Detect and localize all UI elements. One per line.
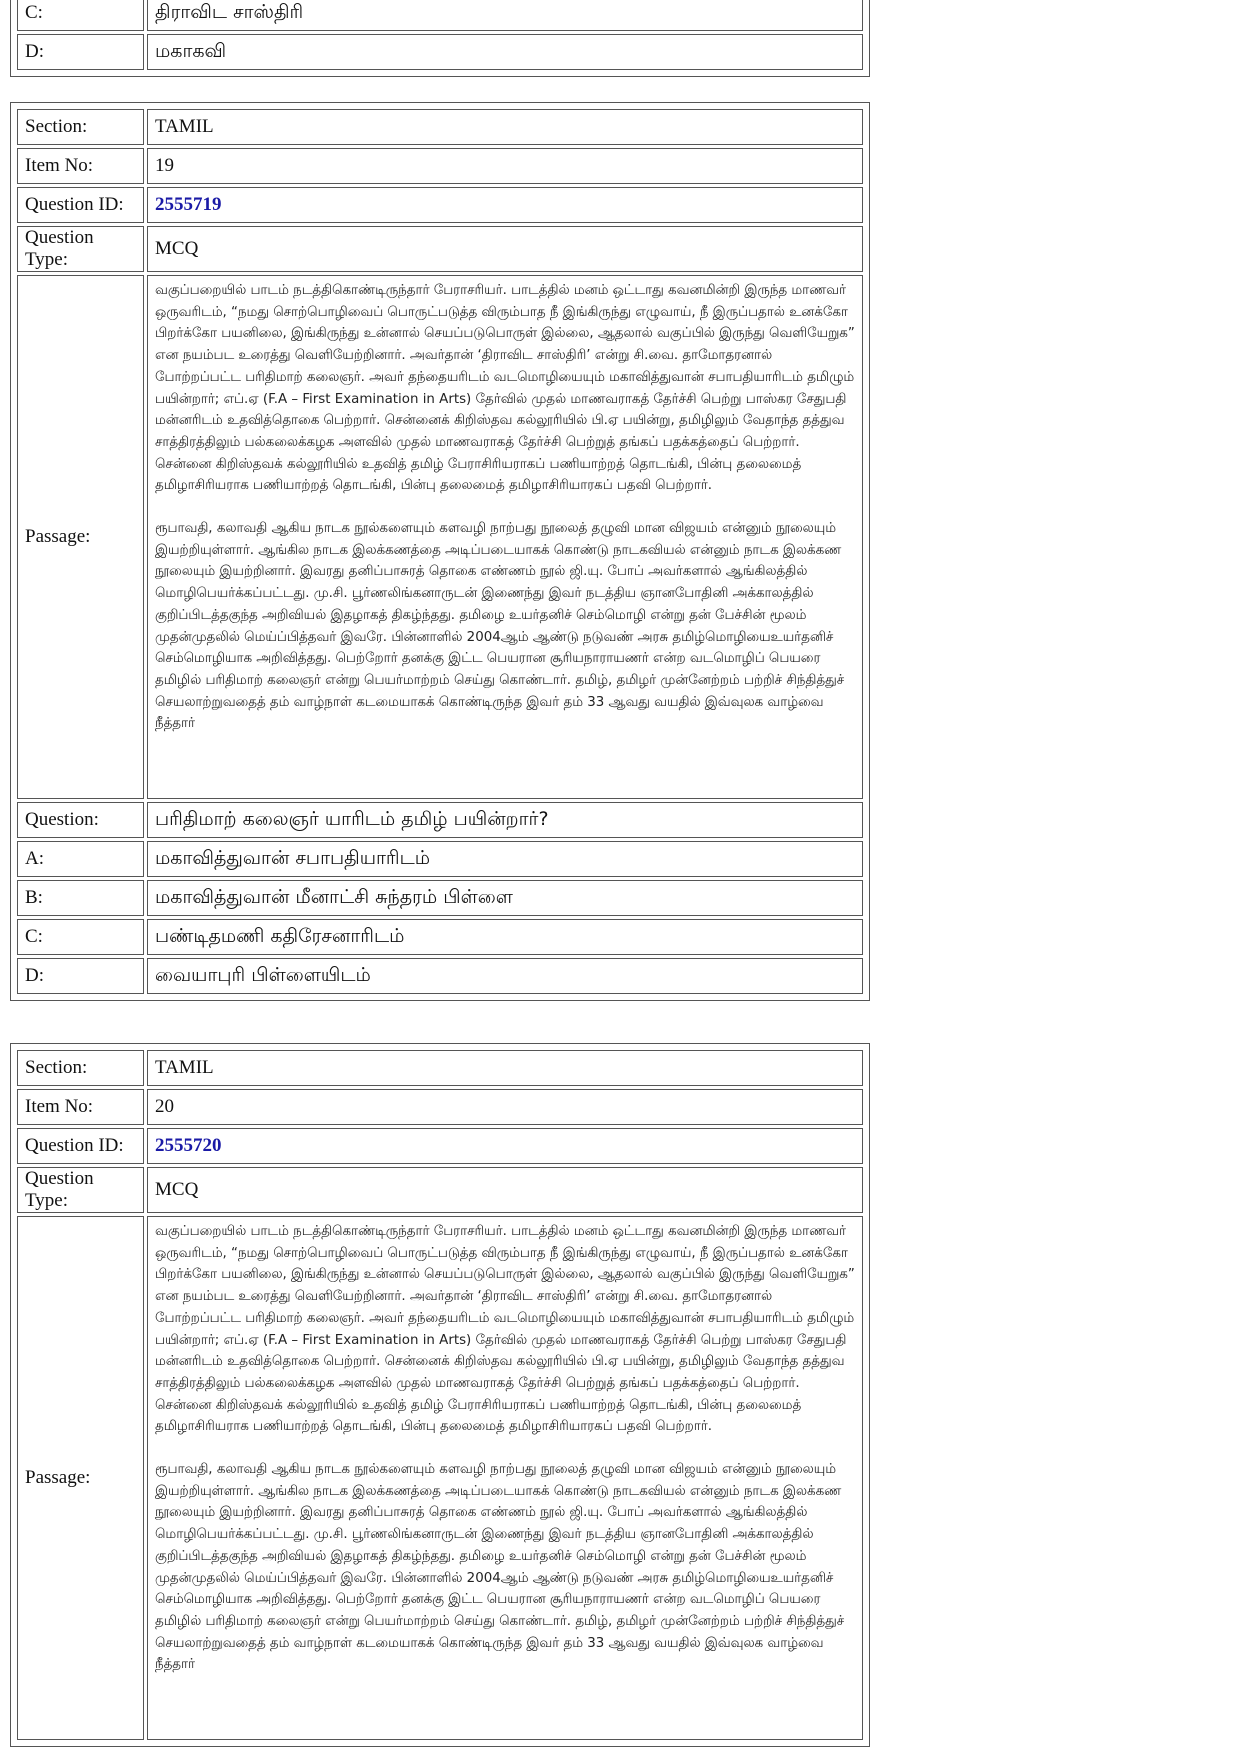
option-c-text: திராவிட சாஸ்திரி [147,0,863,31]
passage-paragraph-2: ரூபாவதி, கலாவதி ஆகிய நாடக நூல்களையும் களவழி நாற்பது நூலைத் தழுவி மான விஜயம் என்னும் நூலையும் இயற்றியுள்ளார். ஆங்கில நாடக இலக்கணத்தை அடிப்படையாகக் கொண்டு நாடகவியல் என்னும் நாடக இலக்கண நூலையும் இயற்றினார். இவரது தனிப்பாசுரத் தொகை எண்ணம் நூல் ஜி.யு. போப் அவர்களால் ஆங்கிலத்தில் மொழிபெயர்க்கப்பட்டது. மு.சி. பூர்ணலிங்கனாருடன் இணைந்து இவர் நடத்திய ஞானபோதினி அக்காலத்தில் குறிப்பிடத்தகுந்த அறிவியல் இதழாகத் திகழ்ந்தது. தமிழை உயர்தனிச் செம்மொழி என்று தன் பேச்சின் மூலம் முதன்முதலில் மெய்ப்பித்தவர் இவரே. பின்னாளில் 2004ஆம் ஆண்டு நடுவண் அரசு தமிழ்மொழியைஉயர்தனிச் செம்மொழியாக அறிவித்தது. பெற்றோர் தனக்கு இட்ட பெயரான சூரியநாராயணர் என்ற வடமொழிப் பெயரை தமிழில் பரிதிமாற் கலைஞர் என்று பெயர்மாற்றம் செய்து கொண்டார். தமிழ், தமிழர் முன்னேற்றம் பற்றிச் சிந்தித்துச் செயலாற்றுவதைத் தம் வாழ்நாள் கடமையாகக் கொண்டிருந்த இவர் தம் 33 ஆவது வயதில் இவ்வுலக வாழ்வை நீத்தார் [155,1462,845,1673]
section-label: Section: [17,1050,144,1086]
passage-row [17,275,863,799]
passage-paragraph-2: ரூபாவதி, கலாவதி ஆகிய நாடக நூல்களையும் களவழி நாற்பது நூலைத் தழுவி மான விஜயம் என்னும் நூலையும் இயற்றியுள்ளார். ஆங்கில நாடக இலக்கணத்தை அடிப்படையாகக் கொண்டு நாடகவியல் என்னும் நாடக இலக்கண நூலையும் இயற்றினார். இவரது தனிப்பாசுரத் தொகை எண்ணம் நூல் ஜி.யு. போப் அவர்களால் ஆங்கிலத்தில் மொழிபெயர்க்கப்பட்டது. மு.சி. பூர்ணலிங்கனாருடன் இணைந்து இவர் நடத்திய ஞானபோதினி அக்காலத்தில் குறிப்பிடத்தகுந்த அறிவியல் இதழாகத் திகழ்ந்தது. தமிழை உயர்தனிச் செம்மொழி என்று தன் பேச்சின் மூலம் முதன்முதலில் மெய்ப்பித்தவர் இவரே. பின்னாளில் 2004ஆம் ஆண்டு நடுவண் அரசு தமிழ்மொழியைஉயர்தனிச் செம்மொழியாக அறிவித்தது. பெற்றோர் தனக்கு இட்ட பெயரான சூரியநாராயணர் என்ற வடமொழிப் பெயரை தமிழில் பரிதிமாற் கலைஞர் என்று பெயர்மாற்றம் செய்து கொண்டார். தமிழ், தமிழர் முன்னேற்றம் பற்றிச் சிந்தித்துச் செயலாற்றுவதைத் தம் வாழ்நாள் கடமையாகக் கொண்டிருந்த இவர் தம் 33 ஆவது வயதில் இவ்வுலக வாழ்வை நீத்தார் [155,521,845,732]
passage-row [17,1216,863,1740]
item-no-value: 20 [147,1089,863,1125]
option-c-text: பண்டிதமணி கதிரேசனாரிடம் [147,919,863,955]
section-value: TAMIL [147,109,863,145]
question-type-value: MCQ [147,1167,863,1213]
item-no-row [17,148,863,184]
question-table [14,106,866,997]
option-a-label: A: [17,841,144,877]
option-d-label: D: [17,34,144,70]
question-row [17,802,863,838]
option-d-text: மகாகவி [147,34,863,70]
option-b-label: B: [17,880,144,916]
question-type-value: MCQ [147,226,863,272]
option-b-row [17,880,863,916]
question-id-value: 2555719 [147,187,863,223]
section-row [17,1050,863,1086]
question-id-label: Question ID: [17,187,144,223]
question-block-18-partial [10,0,870,77]
question-type-row [17,1167,863,1213]
option-c-label: C: [17,0,144,31]
item-no-row [17,1089,863,1125]
question-table [14,1047,866,1743]
item-no-label: Item No: [17,148,144,184]
question-block-19 [10,102,870,1001]
passage-text [155,1221,855,1676]
section-label: Section: [17,109,144,145]
passage-label: Passage: [17,1216,144,1740]
option-a-row [17,841,863,877]
question-id-value: 2555720 [147,1128,863,1164]
option-d-text: வையாபுரி பிள்ளையிடம் [147,958,863,994]
item-no-label: Item No: [17,1089,144,1125]
question-label: Question: [17,802,144,838]
option-a-text: மகாவித்துவான் சபாபதியாரிடம் [147,841,863,877]
question-type-label: Question Type: [17,1167,144,1213]
section-value: TAMIL [147,1050,863,1086]
section-row [17,109,863,145]
passage-cell [147,275,863,799]
question-type-label: Question Type: [17,226,144,272]
passage-cell [147,1216,863,1740]
question-block-20 [10,1043,870,1747]
question-text: பரிதிமாற் கலைஞர் யாரிடம் தமிழ் பயின்றார்? [147,802,863,838]
option-b-text: மகாவித்துவான் மீனாட்சி சுந்தரம் பிள்ளை [147,880,863,916]
question-table [14,0,866,73]
question-id-row [17,1128,863,1164]
option-c-row [17,919,863,955]
question-id-label: Question ID: [17,1128,144,1164]
passage-paragraph-1: வகுப்பறையில் பாடம் நடத்திகொண்டிருந்தார் பேராசரியர். பாடத்தில் மனம் ஒட்டாது கவனமின்றி இருந்த மாணவர் ஒருவரிடம், “நமது சொற்பொழிவைப் பொருட்படுத்த விரும்பாத நீ இங்கிருந்து எழுவாய், நீ இருப்பதால் உனக்கோ பிறர்க்கோ பயனிலை, இங்கிருந்து உன்னால் செயப்படுபொருள் இல்லை, ஆதலால் வகுப்பில் இருந்து வெளியேறுக” என நயம்பட உரைத்து வெளியேற்றினார். அவர்தான் ‘திராவிட சாஸ்திரி’ என்று சி.வை. தாமோதரனால் போற்றப்பட்ட பரிதிமாற் கலைஞர். அவர் தந்தையரிடம் வடமொழியையும் மகாவித்துவான் சபாபதியாரிடம் தமிழும் பயின்றார்; எப்.ஏ (F.A – First Examination in Arts) தேர்வில் முதல் மாணவராகத் தேர்ச்சி பெற்று பாஸ்கர சேதுபதி மன்னரிடம் உதவித்தொகை பெற்றார். சென்னைக் கிறிஸ்தவ கல்லூரியில் பி.ஏ பயின்று, தமிழிலும் வேதாந்த தத்துவ சாத்திரத்திலும் பல்கலைக்கழக அளவில் முதல் மாணவராகத் தேர்ச்சி பெற்றுத் தங்கப் பதக்கத்தைப் பெற்றார். சென்னை கிறிஸ்தவக் கல்லூரியில் உதவித் தமிழ் பேராசிரியராகப் பணியாற்றத் தொடங்கி, பின்பு தலைமைத் தமிழாசிரியராக பணியாற்றத் தொடங்கி, பின்பு தலைமைத் தமிழாசிரியாரகப் பதவி பெற்றார். [155,283,855,494]
passage-label: Passage: [17,275,144,799]
passage-paragraph-1: வகுப்பறையில் பாடம் நடத்திகொண்டிருந்தார் பேராசரியர். பாடத்தில் மனம் ஒட்டாது கவனமின்றி இருந்த மாணவர் ஒருவரிடம், “நமது சொற்பொழிவைப் பொருட்படுத்த விரும்பாத நீ இங்கிருந்து எழுவாய், நீ இருப்பதால் உனக்கோ பிறர்க்கோ பயனிலை, இங்கிருந்து உன்னால் செயப்படுபொருள் இல்லை, ஆதலால் வகுப்பில் இருந்து வெளியேறுக” என நயம்பட உரைத்து வெளியேற்றினார். அவர்தான் ‘திராவிட சாஸ்திரி’ என்று சி.வை. தாமோதரனால் போற்றப்பட்ட பரிதிமாற் கலைஞர். அவர் தந்தையரிடம் வடமொழியையும் மகாவித்துவான் சபாபதியாரிடம் தமிழும் பயின்றார்; எப்.ஏ (F.A – First Examination in Arts) தேர்வில் முதல் மாணவராகத் தேர்ச்சி பெற்று பாஸ்கர சேதுபதி மன்னரிடம் உதவித்தொகை பெற்றார். சென்னைக் கிறிஸ்தவ கல்லூரியில் பி.ஏ பயின்று, தமிழிலும் வேதாந்த தத்துவ சாத்திரத்திலும் பல்கலைக்கழக அளவில் முதல் மாணவராகத் தேர்ச்சி பெற்றுத் தங்கப் பதக்கத்தைப் பெற்றார். சென்னை கிறிஸ்தவக் கல்லூரியில் உதவித் தமிழ் பேராசிரியராகப் பணியாற்றத் தொடங்கி, பின்பு தலைமைத் தமிழாசிரியராக பணியாற்றத் தொடங்கி, பின்பு தலைமைத் தமிழாசிரியாரகப் பதவி பெற்றார். [155,1224,855,1435]
item-no-value: 19 [147,148,863,184]
option-d-label: D: [17,958,144,994]
option-d-row [17,958,863,994]
passage-text [155,280,855,735]
option-c-label: C: [17,919,144,955]
question-type-row [17,226,863,272]
option-d-row [17,34,863,70]
question-id-row [17,187,863,223]
option-c-row [17,0,863,31]
